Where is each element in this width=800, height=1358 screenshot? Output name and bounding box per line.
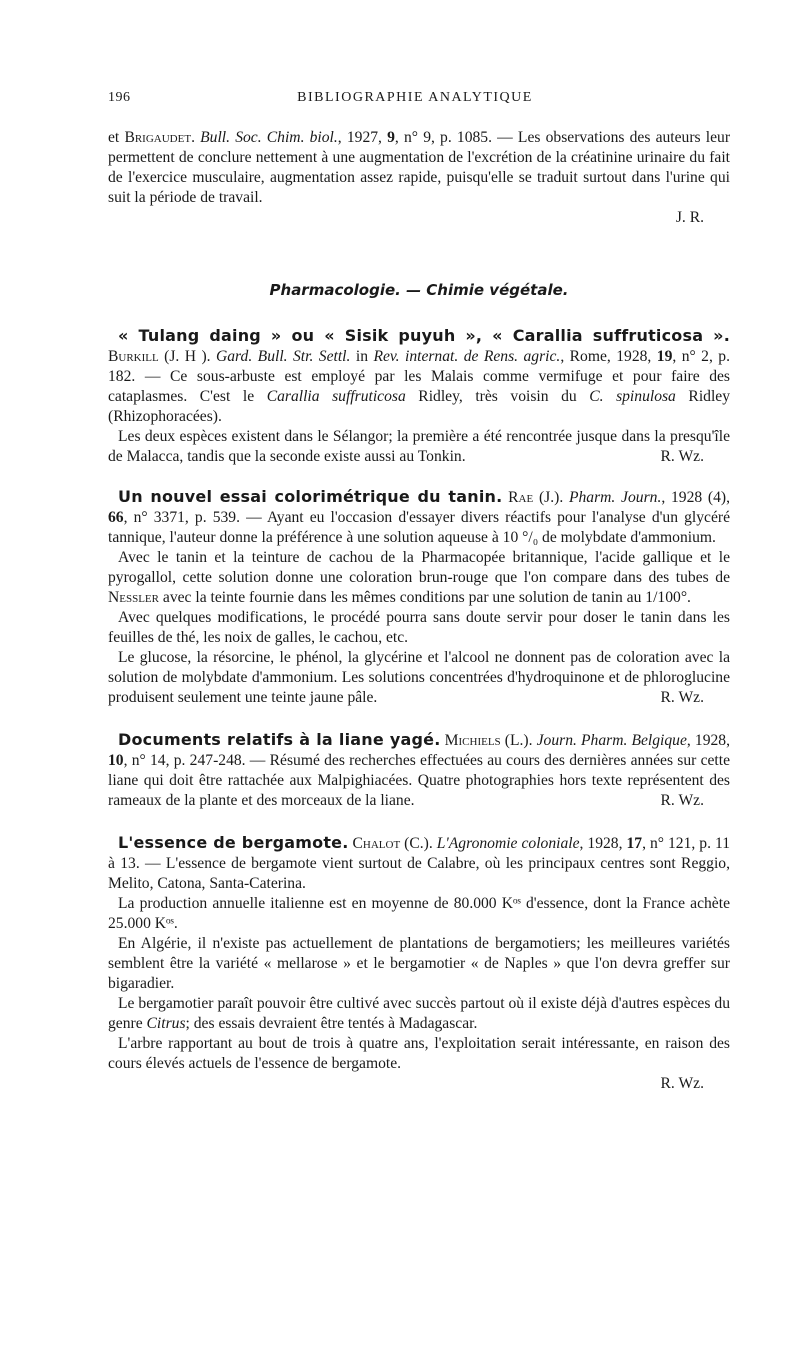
entry1-cite-a: , Rome, 1928, (560, 348, 657, 365)
entry4-para4-b: ; des essais devraient être tentés à Madagascar. (185, 1015, 478, 1032)
entry1-text-b: Ridley, très voisin du (405, 388, 590, 405)
entry1-source: Gard. Bull. Str. Settl. (216, 348, 351, 365)
entry4-para3: En Algérie, il n'existe pas actuellement de plantations de bergamotiers; les meilleures variétés semblent être la variété « mellarose » et le bergamotier « de Naples » que l'on devra greffer sur bigaradier. (108, 935, 730, 992)
entry2-para4-text: Le glucose, la résorcine, le phénol, la glycérine et l'alcool ne donnent pas de coloration avec la solution de molybdate d'ammonium. Les solutions concentrées d'hydroquinone et de phloroglucine produisent seulement une teinte jaune pâle. (108, 649, 730, 706)
intro-cite-b: , n° 9, p. 1085. — Les observations des auteurs leur permettent de conclure nettement à une augmentation de l'excrétion de la créatinine urinaire du fait de l'exercice musculaire, augmentation assez rapide, puisqu'elle se traduit surtout dans l'urine qui suit la période de travail. (108, 129, 731, 206)
entry1-title: « Tulang daing » ou « Sisik puyuh », « Carallia suffruticosa ». (118, 326, 730, 345)
entry2-journal: Pharm. Journ. (568, 489, 662, 506)
entry3-cite-b: , n° 14, p. 247-248. — Résumé des recherches effectuées au cours des dernières années sur cette liane qui doit être rattachée aux Malpighiacées. Quatre photographies hors texte représentent des rameaux de la plante et des morceaux de la liane. (108, 752, 730, 809)
intro-journal: Bull. Soc. Chim. biol. (200, 129, 338, 146)
entry1-para2 (108, 427, 730, 467)
page-body (108, 128, 730, 1094)
intro-volume: 9 (387, 129, 395, 146)
entry1-species1: Carallia suffruticosa (266, 388, 406, 405)
entry4-para5: L'arbre rapportant au bout de trois à quatre ans, l'exploitation serait intéressante, en raison des cours élevés actuels de l'essence de bergamote. (108, 1035, 730, 1072)
entry4-author: Chalot (352, 835, 401, 852)
entry4-signature: R. Wz. (660, 1075, 704, 1092)
entry2-para2-b: avec la teinte fournie dans les mêmes conditions par une solution de tanin au 1/100°. (159, 589, 691, 606)
entry2-para2-a: Avec le tanin et la teinture de cachou de la Pharmacopée britannique, l'acide gallique et le pyrogallol, cette solution donne une coloration brun-rouge que l'on compare dans des tubes de (108, 549, 730, 586)
running-title: BIBLIOGRAPHIE ANALYTIQUE (297, 90, 533, 105)
entry2-title: Un nouvel essai colorimétrique du tanin. (118, 487, 503, 506)
intro-pre: et (108, 129, 120, 146)
entry2-cite-a: , 1928 (4), (661, 489, 730, 506)
entry1-cite-b: , n° 2, p. 182. — Ce sous-arbuste est employé par les Malais comme vermifuge et pour faire des cataplasmes. C'est le (108, 348, 730, 405)
entry2-para2 (108, 548, 730, 608)
entry2-paragraph (108, 487, 730, 548)
entry4-title: L'essence de bergamote. (118, 833, 349, 852)
section-heading: Pharmacologie. — Chimie végétale. (269, 281, 569, 299)
entry4-para2: La production annuelle italienne est en moyenne de 80.000 Kᵒˢ d'essence, dont la France achète 25.000 Kᵒˢ. (108, 895, 730, 932)
page-header (108, 90, 722, 112)
entry1-author: Burkill (108, 348, 159, 365)
entry3-paragraph (108, 730, 730, 811)
entry3-cite-a: , 1928, (686, 732, 730, 749)
entry4-para4-a: Le bergamotier paraît pouvoir être cultivé avec succès partout où il existe déjà d'autres espèces du genre (108, 995, 730, 1032)
entry4-paragraph (108, 833, 730, 894)
entry-essence-bergamote (108, 833, 730, 1094)
entry2-para4 (108, 648, 730, 708)
entry1-species2: C. spinulosa (589, 388, 676, 405)
entry1-author-rest: (J. H ). (158, 348, 216, 365)
entry1-paragraph (108, 326, 730, 427)
intro-author: Brigaudet (124, 129, 192, 146)
intro-signature: J. R. (675, 209, 704, 226)
entry3-author: Michiels (444, 732, 501, 749)
entry-liane-yage (108, 730, 730, 811)
entry4-volume: 17 (626, 835, 643, 852)
entry1-para2-text: Les deux espèces existent dans le Sélangor; la première a été rencontrée jusque dans la presqu'île de Malacca, tandis que la seconde existe aussi au Tonkin. (108, 428, 730, 465)
entry4-cite-a: , 1928, (579, 835, 627, 852)
page-number: 196 (108, 90, 131, 105)
intro-cite-a: , 1927, (337, 129, 388, 146)
entry-essai-colorimetrique (108, 487, 730, 708)
entry2-volume: 66 (108, 509, 124, 526)
entry4-author-rest: (C.). (400, 835, 437, 852)
entry1-source2: Rev. internat. de Rens. agric. (373, 348, 561, 365)
entry1-source-mid: in (350, 348, 374, 365)
entry3-signature: R. Wz. (660, 792, 704, 809)
intro-paragraph: et Brigaudet. Bull. Soc. Chim. biol., 1927, 9, n° 9, p. 1085. — Les observations des auteurs leur permettent de conclure nettement à une augmentation de l'excrétion de la créatinine urinaire du fait de l'exercice musculaire, augmentation assez rapide, puisqu'elle se traduit surtout dans l'urine qui suit la période de travail. (108, 129, 731, 206)
entry1-text-c: Ridley (Rhizophoracées). (108, 388, 730, 425)
entry1-volume: 19 (656, 348, 673, 365)
entry4-cite-b: , n° 121, p. 11 à 13. — L'essence de bergamote vient surtout de Calabre, où les principaux centres sont Reggio, Melito, Catona, Santa-Caterina. (108, 835, 730, 892)
entry2-signature: R. Wz. (660, 689, 704, 706)
entry2-author-rest: (J.). (533, 489, 569, 506)
entry4-para4 (108, 994, 730, 1034)
entry2-cite-b: , n° 3371, p. 539. — Ayant eu l'occasion d'essayer divers réactifs pour l'analyse d'un glycéré tannique, l'auteur donne la préférence à une solution aqueuse à 10 °/₀ de molybdate d'ammonium. (108, 509, 730, 546)
entry2-para3: Avec quelques modifications, le procédé pourra sans doute servir pour doser le tanin dans les feuilles de thé, les noix de galles, le cachou, etc. (108, 609, 730, 646)
entry3-title: Documents relatifs à la liane yagé. (118, 730, 441, 749)
entry2-author: Rae (508, 489, 534, 506)
entry4-journal: L'Agronomie coloniale (436, 835, 580, 852)
entry4-genus: Citrus (146, 1015, 186, 1032)
entry1-signature: R. Wz. (660, 448, 704, 465)
entry-tulang-daing (108, 326, 730, 467)
entry2-para2-name: Nessler (108, 589, 159, 606)
entry3-author-rest: (L.). (500, 732, 537, 749)
entry3-journal: Journ. Pharm. Belgique (536, 732, 687, 749)
entry3-volume: 10 (108, 752, 124, 769)
